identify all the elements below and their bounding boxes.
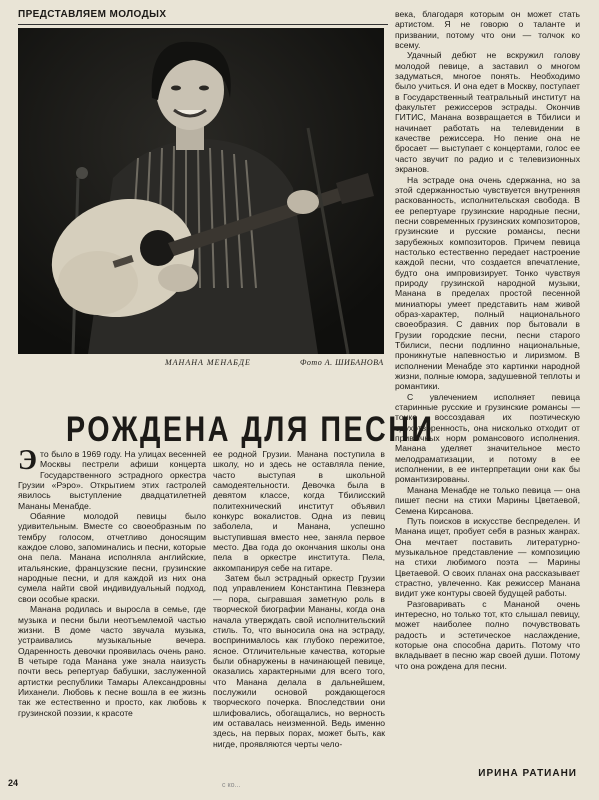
rubric-rule xyxy=(18,24,388,25)
paragraph: Манана родилась и выросла в семье, где музыка и песни были неотъемлемой частью жизни. В доме часто звучала музыка, устраивались музыкальные вечера. Одаренность девочки проявилась очень рано. В четыре года Манана уже знала наизусть почти весь репертуар бабушки, заслуженной артистки республики Тамары Александровны Ииханели. Любовь к песне вошла в ее жизнь так же естественно и просто, как любовь к грузинской поэзии, к красоте xyxy=(18,604,206,718)
singer-photo xyxy=(18,28,384,354)
paragraph: Путь поисков в искусстве беспределен. И Манана ищет, пробует себя в разных жанрах. Она мечтает поставить литературно-музыкальное представление — композицию на стихи любимого поэта — Марины Цветаевой. О своих планах она рассказывает страстно, увлеченно. Как режиссер Манана видит уже контуры своей будущей работы. xyxy=(395,515,580,599)
photo-credit: Фото А. ШИБАНОВА xyxy=(300,358,384,367)
paragraph xyxy=(18,445,206,511)
article-column-1 xyxy=(18,445,206,779)
author-byline: ИРИНА РАТИАНИ xyxy=(478,768,577,779)
paragraph-text: то было в 1969 году. На улицах весенней Москвы пестрели афиши концерта Государственного эстрадного оркестра Грузии «Рэро». Открытием этих гастролей явилось выступление двадцатилетней Мананы Менабде. xyxy=(18,449,206,511)
paragraph: Удачный дебют не вскружил голову молодой певице, а заставил о многом задуматься, многое понять. Необходимо было учиться. И она едет в Москву, поступает в Государственный театральный институт на факультет режиссеров эстрады. Окончив ГИТИС, Манана возвращается в Тбилиси и начинает работать на телевидении в качестве режиссера. Но пение она не бросает — выступает с концертами, голос ее часто звучит по радио и с телевизионных экранов. xyxy=(395,50,580,175)
paragraph: Разговаривать с Мананой очень интересно, но только тот, кто слышал певицу, может наиболее полно почувствовать радость и эстетическое наслаждение, которые она способна дарить. Потому что вкладывает в песню жар своей души. Потому что она рождена для песни. xyxy=(395,598,580,671)
paragraph: С увлечением исполняет певица старинные русские и грузинские романсы — тонко воссоздавая их поэтическую одухотворенность, она нисколько отходит от привычных норм романсового исполнения. Манана уделяет значительное место мелодраматизации, и потому в ее исполнении, в ее интерпретации они как бы романтизированы. xyxy=(395,391,580,485)
paragraph: Затем был эстрадный оркестр Грузии под управлением Константина Певзнера — пора, сыгравшая заметную роль в творческой биографии Мананы, когда она начала утверждать свой исполнительский стиль. То, что выносила она на эстраду, воспринималось как глубоко пережитое, ясное. Отличительные качества, которые были обнаружены в начинающей певице, оказались характерными для всего того, что Манана делала в дальнейшем, послужили основой рождающегося творческого почерка. Впоследствии они шлифовались, обогащались, но верность им оставалась неизменной. Ведь именно здесь, на первых порах, может быть, как нигде, проявляются черты чело- xyxy=(213,573,385,749)
section-rubric: ПРЕДСТАВЛЯЕМ МОЛОДЫХ xyxy=(18,9,167,20)
article-column-3 xyxy=(395,9,580,759)
paragraph: века, благодаря которым он может стать артистом. Я не говорю о таланте и призвании, потому что они — толчок ко всему. xyxy=(395,9,580,51)
article-headline: РОЖДЕНА ДЛЯ ПЕСНИ xyxy=(66,410,435,449)
paragraph: ее родной Грузии. Манана поступила в школу, но и здесь не оставляла пение, часто выступая в школьной самодеятельности. Девочка была в девятом классе, когда Тбилисский политехнический институт объявил конкурс вокалистов. Одна из певиц заболела, и Манана, успешно выступившая вместо нее, заняла первое место. Два года до окончания школы она пела в оркестре института. Пела, аккомпанируя себе на гитаре. xyxy=(213,449,385,573)
bleed-through-text: с ко... xyxy=(222,782,241,789)
article-column-2 xyxy=(213,449,385,779)
paragraph: На эстраде она очень сдержанна, но за этой сдержанностью чувствуется внутренняя раскованность, исполнительская свобода. В ее репертуаре грузинские народные песни, песни современных грузинских композиторов, грузинские и русские романсы, песни зарубежных композиторов. Причем певица настолько естественно передает настроение каждой песни, что создается впечатление, будто она импровизирует. Тонко чувствуя природу грузинской народной музыки, Манана в пределах простой песенной миниатюры умеет представить нам живой образ-характер, полный национального своеобразия. С давних пор бытовали в Грузии городские песни, песни старого Тбилиси, песни подлинно национальные, проникнутые напевностью и лиризмом. В исполнении Менабде это картинки народной жизни, полные юмора, задушевной теплоты и романтики. xyxy=(395,174,580,392)
drop-cap: Э xyxy=(18,445,37,476)
photo-caption: МАНАНА МЕНАБДЕ xyxy=(165,358,251,367)
page-number: 24 xyxy=(8,778,19,788)
paragraph: Манана Менабде не только певица — она пишет песни на стихи Марины Цветаевой, Семена Кирсанова. xyxy=(395,484,580,516)
paragraph: Обаяние молодой певицы было удивительным. Вместе со своеобразным по тембру голосом, отчетливо доносящим каждое слово, запоминались и песни, которые она пела. Манана исполняла английские, итальянские, французские песни, грузинские народные песни, и для каждой из них она сумела найти свой индивидуальный подход, свои особые краски. xyxy=(18,511,206,604)
